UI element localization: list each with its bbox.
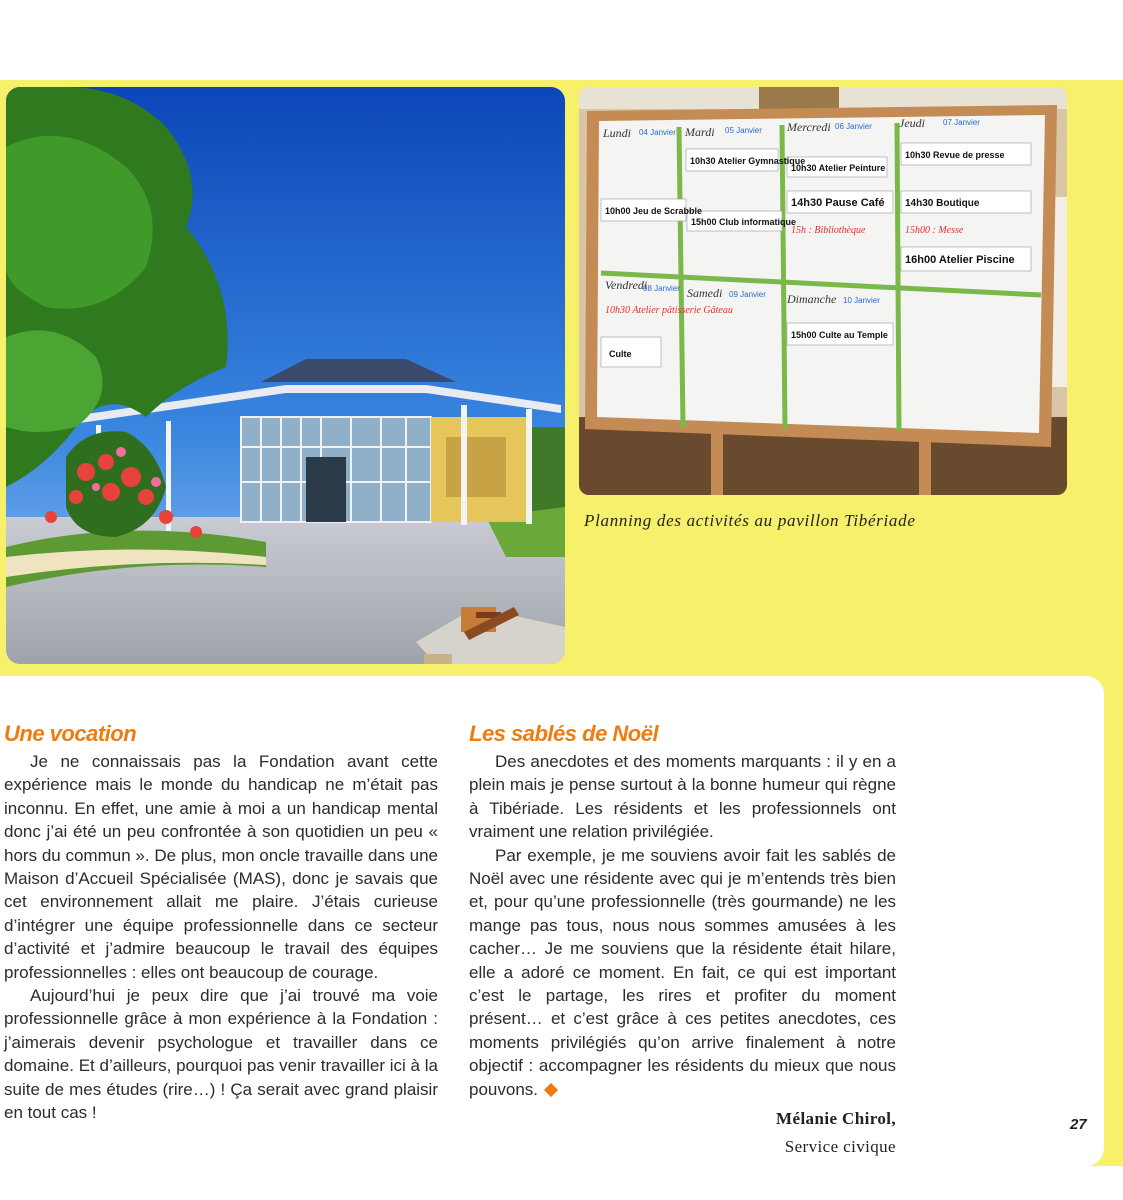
top-margin xyxy=(0,0,1123,80)
svg-text:07 Janvier: 07 Janvier xyxy=(943,118,980,127)
svg-text:04 Janvier: 04 Janvier xyxy=(639,128,676,137)
svg-text:15h : Bibliothèque: 15h : Bibliothèque xyxy=(791,225,866,236)
planning-board-photo xyxy=(579,87,1067,495)
svg-text:Mercredi: Mercredi xyxy=(787,120,831,134)
paragraph: Je ne connaissais pas la Fondation avant cette expérience mais le monde du handicap ne m’était pas inconnu. En effet, une amie à moi a un handicap mental donc j’ai été un peu confrontée à son quotidien un peu « hors du commun ». De plus, mon oncle travaille dans une Maison d’Accueil Spécialisée (MAS), donc je savais que cet environnement allait me plaire. J’étais curieuse d’intégrer une équipe professionnelle dans ce secteur d’activité et j’admire beaucoup le travail des équipes professionnelles : elles ont beaucoup de courage. xyxy=(4,752,438,982)
paragraph-text: Par exemple, je me souviens avoir fait les sablés de Noël avec une résidente avec qui je m’entends très bien et, pour qu’une professionnelle (très gourmande) ne les mange pas tous, nous nous sommes amusées à les cacher… Je me souviens que la résidente était hilare, elle a adoré ce moment. En fait, ce qui est important c’est le partage, les rires et profiter du moment présent… et c’est grâce à ces petites anecdotes, ces moments privilégiés qu’on arrive finalement à notre objectif : accompagner les résidents du mieux que nous pouvons. xyxy=(469,845,896,1099)
svg-text:14h30 Pause Café: 14h30 Pause Café xyxy=(791,197,885,209)
svg-text:Vendredi: Vendredi xyxy=(605,278,648,292)
svg-text:10h30 Revue de presse: 10h30 Revue de presse xyxy=(905,150,1005,160)
svg-text:10h30 Atelier Peinture: 10h30 Atelier Peinture xyxy=(791,163,886,173)
svg-text:05 Janvier: 05 Janvier xyxy=(725,126,762,135)
svg-text:14h30 Boutique: 14h30 Boutique xyxy=(905,198,980,209)
svg-text:Mardi: Mardi xyxy=(685,125,715,139)
right-column xyxy=(469,720,896,1158)
author-name: Mélanie Chirol, xyxy=(776,1109,896,1129)
building-photo xyxy=(6,87,565,664)
svg-text:Samedi: Samedi xyxy=(687,286,723,300)
svg-text:Lundi: Lundi xyxy=(603,126,632,140)
svg-text:09 Janvier: 09 Janvier xyxy=(729,290,766,299)
author-role: Service civique xyxy=(784,1136,896,1156)
heading-les-sables-de-noel: Les sablés de Noël xyxy=(469,721,659,746)
left-column xyxy=(4,720,438,1125)
svg-text:10h30 Atelier Gymnastique: 10h30 Atelier Gymnastique xyxy=(690,156,806,166)
svg-text:08 Janvier: 08 Janvier xyxy=(643,284,680,293)
paragraph: Aujourd’hui je peux dire que j’ai trouvé ma voie professionnelle grâce à mon expérience à la Fondation : j’aimerais devenir psychologue et travailler dans ce domaine. Et d’ailleurs, pourquoi pas venir travailler ici à la suite de mes études (rire…) ! Ça serait avec grand plaisir en tout cas ! xyxy=(4,986,438,1123)
svg-text:10h00 Jeu de Scrabble: 10h00 Jeu de Scrabble xyxy=(605,206,703,216)
svg-text:10h30 Atelier pâtisserie Gâtea: 10h30 Atelier pâtisserie Gâteau xyxy=(605,305,733,316)
svg-text:Dimanche: Dimanche xyxy=(787,292,837,306)
signature xyxy=(469,1107,896,1158)
photo-caption: Planning des activités au pavillon Tibériade xyxy=(584,511,916,530)
svg-text:15h00 Club informatique: 15h00 Club informatique xyxy=(691,217,797,227)
svg-text:06 Janvier: 06 Janvier xyxy=(835,122,872,131)
paragraph xyxy=(469,844,896,1101)
svg-text:Jeudi: Jeudi xyxy=(899,116,925,130)
svg-text:16h00 Atelier Piscine: 16h00 Atelier Piscine xyxy=(905,254,1015,266)
svg-text:15h00 : Messe: 15h00 : Messe xyxy=(905,225,964,236)
bottom-margin xyxy=(0,1166,1123,1200)
heading-une-vocation: Une vocation xyxy=(4,721,137,746)
page-number: 27 xyxy=(1070,1116,1087,1133)
paragraph: Des anecdotes et des moments marquants : il y en a plein mais je pense surtout à la bonne humeur qui règne à Tibériade. Les résidents et les professionnels ont vraiment une relation privilégiée. xyxy=(469,752,896,842)
svg-text:10 Janvier: 10 Janvier xyxy=(843,296,880,305)
svg-text:15h00 Culte au Temple: 15h00 Culte au Temple xyxy=(791,330,888,340)
end-of-article-diamond-icon xyxy=(544,1083,558,1097)
svg-text:Culte: Culte xyxy=(609,349,632,359)
